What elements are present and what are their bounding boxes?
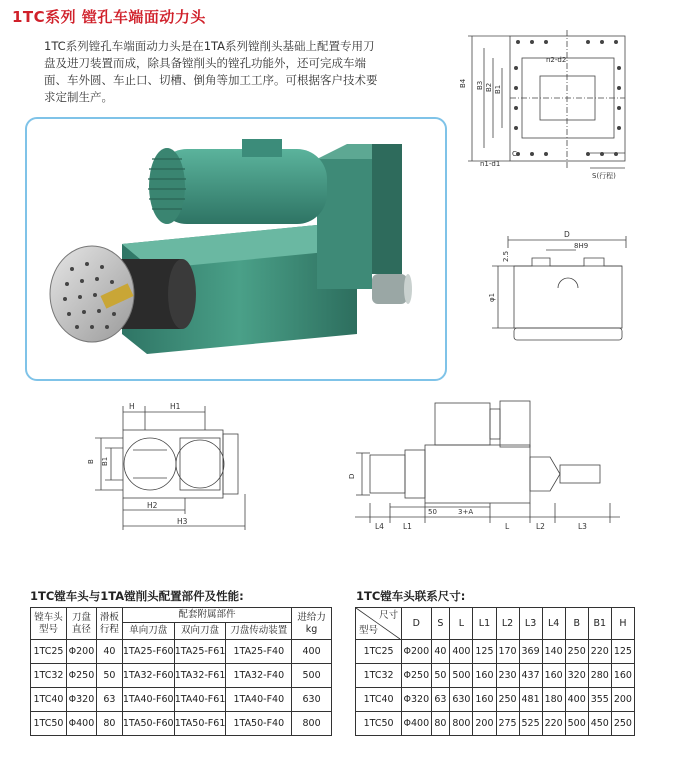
cell: 250 bbox=[496, 688, 519, 712]
dim-table bbox=[355, 607, 635, 736]
label-50: 50 bbox=[428, 508, 437, 516]
cell: 1TA50-F61 bbox=[174, 712, 226, 736]
cell: 230 bbox=[496, 664, 519, 688]
cell: 437 bbox=[519, 664, 542, 688]
config-table-title: 1TC镗车头与1TA镗削头配置部件及性能: bbox=[30, 589, 244, 603]
label-b3: B3 bbox=[476, 80, 484, 90]
cell: 40 bbox=[96, 640, 122, 664]
cell: 400 bbox=[292, 640, 332, 664]
cell: 1TA40-F40 bbox=[226, 688, 292, 712]
label-8h9: 8H9 bbox=[574, 242, 589, 250]
corner-cell bbox=[356, 608, 402, 640]
cell: 160 bbox=[542, 664, 565, 688]
cell: 280 bbox=[588, 664, 611, 688]
label-h1: H1 bbox=[170, 402, 181, 411]
table-row bbox=[31, 664, 332, 688]
th-feed-force: 进给力 kg bbox=[292, 608, 332, 640]
cell: 1TC50 bbox=[356, 712, 402, 736]
table-row bbox=[356, 712, 635, 736]
label-l2: L2 bbox=[536, 522, 545, 531]
cell: 500 bbox=[292, 664, 332, 688]
cell: 630 bbox=[292, 688, 332, 712]
th-dim: L1 bbox=[473, 608, 496, 640]
cell: Φ200 bbox=[402, 640, 431, 664]
cell: 220 bbox=[588, 640, 611, 664]
th-dim: H bbox=[611, 608, 634, 640]
cell: 160 bbox=[611, 664, 634, 688]
label-phi1: φ1 bbox=[488, 292, 496, 302]
flange-drawing-top bbox=[460, 28, 640, 188]
product-photo-frame bbox=[25, 117, 447, 381]
cell: 1TA25-F40 bbox=[226, 640, 292, 664]
cell: 180 bbox=[542, 688, 565, 712]
th-group: 配套附属部件 bbox=[122, 608, 291, 623]
cell: 1TA32-F61 bbox=[174, 664, 226, 688]
side-drawing-right bbox=[350, 395, 625, 540]
dim-table-title: 1TC镗车头联系尺寸: bbox=[356, 589, 466, 603]
corner-bottom: 型号 bbox=[359, 625, 379, 636]
cell: Φ200 bbox=[66, 640, 96, 664]
th-single: 单向刀盘 bbox=[122, 623, 174, 640]
cell: 1TA32-F40 bbox=[226, 664, 292, 688]
cell: 400 bbox=[565, 688, 588, 712]
cell: Φ320 bbox=[66, 688, 96, 712]
cell: 250 bbox=[565, 640, 588, 664]
cell: Φ400 bbox=[66, 712, 96, 736]
th-dim: L bbox=[450, 608, 473, 640]
cell: 500 bbox=[450, 664, 473, 688]
cell: 40 bbox=[431, 640, 450, 664]
label-n2d2: n2-d2 bbox=[546, 56, 567, 64]
label-b1-plan: B1 bbox=[101, 456, 109, 466]
cell: 481 bbox=[519, 688, 542, 712]
th-dim: L3 bbox=[519, 608, 542, 640]
intro-paragraph: 1TC系列镗孔车端面动力头是在1TA系列镗削头基础上配置专用刀盘及进刀装置而成，除具备镗削头的镗孔功能外，还可完成车端面、车外圆、车止口、切槽、倒角等加工工序。可根据客户技术要求定制生产。 bbox=[44, 39, 378, 104]
cell: 1TC25 bbox=[31, 640, 67, 664]
cell: 525 bbox=[519, 712, 542, 736]
cell: 369 bbox=[519, 640, 542, 664]
cell: 63 bbox=[431, 688, 450, 712]
cell: 630 bbox=[450, 688, 473, 712]
cell: Φ320 bbox=[402, 688, 431, 712]
cell: Φ250 bbox=[402, 664, 431, 688]
cell: 1TA50-F60 bbox=[122, 712, 174, 736]
cell: 1TA25-F61 bbox=[174, 640, 226, 664]
cell: 63 bbox=[96, 688, 122, 712]
cell: 80 bbox=[96, 712, 122, 736]
label-d: D bbox=[564, 230, 570, 239]
label-s-stroke: S(行程) bbox=[592, 172, 616, 180]
cell: 250 bbox=[611, 712, 634, 736]
cell: 80 bbox=[431, 712, 450, 736]
page-title: 1TC系列 镗孔车端面动力头 bbox=[12, 8, 206, 26]
label-b: B bbox=[87, 459, 95, 464]
cell: 800 bbox=[292, 712, 332, 736]
label-l: L bbox=[505, 522, 510, 531]
cell: 140 bbox=[542, 640, 565, 664]
corner-top: 尺寸 bbox=[379, 610, 399, 621]
cell: 125 bbox=[611, 640, 634, 664]
cell: 1TA40-F60 bbox=[122, 688, 174, 712]
cell: 50 bbox=[96, 664, 122, 688]
label-l1: L1 bbox=[403, 522, 412, 531]
plan-drawing-left bbox=[85, 400, 265, 535]
cell: 50 bbox=[431, 664, 450, 688]
th-drive: 刀盘传动装置 bbox=[226, 623, 292, 640]
label-c: C bbox=[512, 150, 517, 158]
cell: 355 bbox=[588, 688, 611, 712]
th-dim: L4 bbox=[542, 608, 565, 640]
table-row bbox=[31, 712, 332, 736]
table-row bbox=[356, 640, 635, 664]
cell: 160 bbox=[473, 688, 496, 712]
cell: 450 bbox=[588, 712, 611, 736]
cell: 1TA25-F60 bbox=[122, 640, 174, 664]
cell: 1TA32-F60 bbox=[122, 664, 174, 688]
th-tool-dia: 刀盘 直径 bbox=[66, 608, 96, 640]
label-l3: L3 bbox=[578, 522, 587, 531]
cell: 275 bbox=[496, 712, 519, 736]
cell: 320 bbox=[565, 664, 588, 688]
config-table bbox=[30, 607, 332, 736]
table-row bbox=[31, 688, 332, 712]
cell: 400 bbox=[450, 640, 473, 664]
cell: 220 bbox=[542, 712, 565, 736]
label-2-5: 2.5 bbox=[502, 250, 510, 262]
machine-illustration bbox=[27, 119, 445, 379]
cell: 1TC32 bbox=[356, 664, 402, 688]
th-model: 镗车头 型号 bbox=[31, 608, 67, 640]
label-b2: B2 bbox=[485, 82, 493, 92]
cell: 160 bbox=[473, 664, 496, 688]
label-n1d1: n1-d1 bbox=[480, 160, 501, 168]
cell: 1TA40-F61 bbox=[174, 688, 226, 712]
label-3a: 3+A bbox=[458, 508, 474, 516]
label-l4: L4 bbox=[375, 522, 384, 531]
cell: 200 bbox=[473, 712, 496, 736]
table-row bbox=[356, 688, 635, 712]
cell: 200 bbox=[611, 688, 634, 712]
th-dim: S bbox=[431, 608, 450, 640]
cell: 1TC40 bbox=[31, 688, 67, 712]
cell: 800 bbox=[450, 712, 473, 736]
cell: 1TC25 bbox=[356, 640, 402, 664]
cell: 1TC32 bbox=[31, 664, 67, 688]
label-b1: B1 bbox=[494, 84, 502, 94]
table-row bbox=[356, 664, 635, 688]
th-dim: B bbox=[565, 608, 588, 640]
table-row bbox=[31, 640, 332, 664]
th-dim: D bbox=[402, 608, 431, 640]
label-h2: H2 bbox=[147, 501, 158, 510]
label-h3: H3 bbox=[177, 517, 188, 526]
th-dim: L2 bbox=[496, 608, 519, 640]
th-dim: B1 bbox=[588, 608, 611, 640]
cell: 170 bbox=[496, 640, 519, 664]
th-slide-stroke: 滑板 行程 bbox=[96, 608, 122, 640]
flange-drawing-side bbox=[486, 228, 646, 353]
label-h: H bbox=[129, 402, 135, 411]
cell: Φ250 bbox=[66, 664, 96, 688]
cell: Φ400 bbox=[402, 712, 431, 736]
label-d-side: D bbox=[348, 473, 356, 479]
th-double: 双向刀盘 bbox=[174, 623, 226, 640]
cell: 1TC40 bbox=[356, 688, 402, 712]
cell: 1TA50-F40 bbox=[226, 712, 292, 736]
cell: 1TC50 bbox=[31, 712, 67, 736]
cell: 500 bbox=[565, 712, 588, 736]
label-b4: B4 bbox=[459, 78, 467, 88]
cell: 125 bbox=[473, 640, 496, 664]
